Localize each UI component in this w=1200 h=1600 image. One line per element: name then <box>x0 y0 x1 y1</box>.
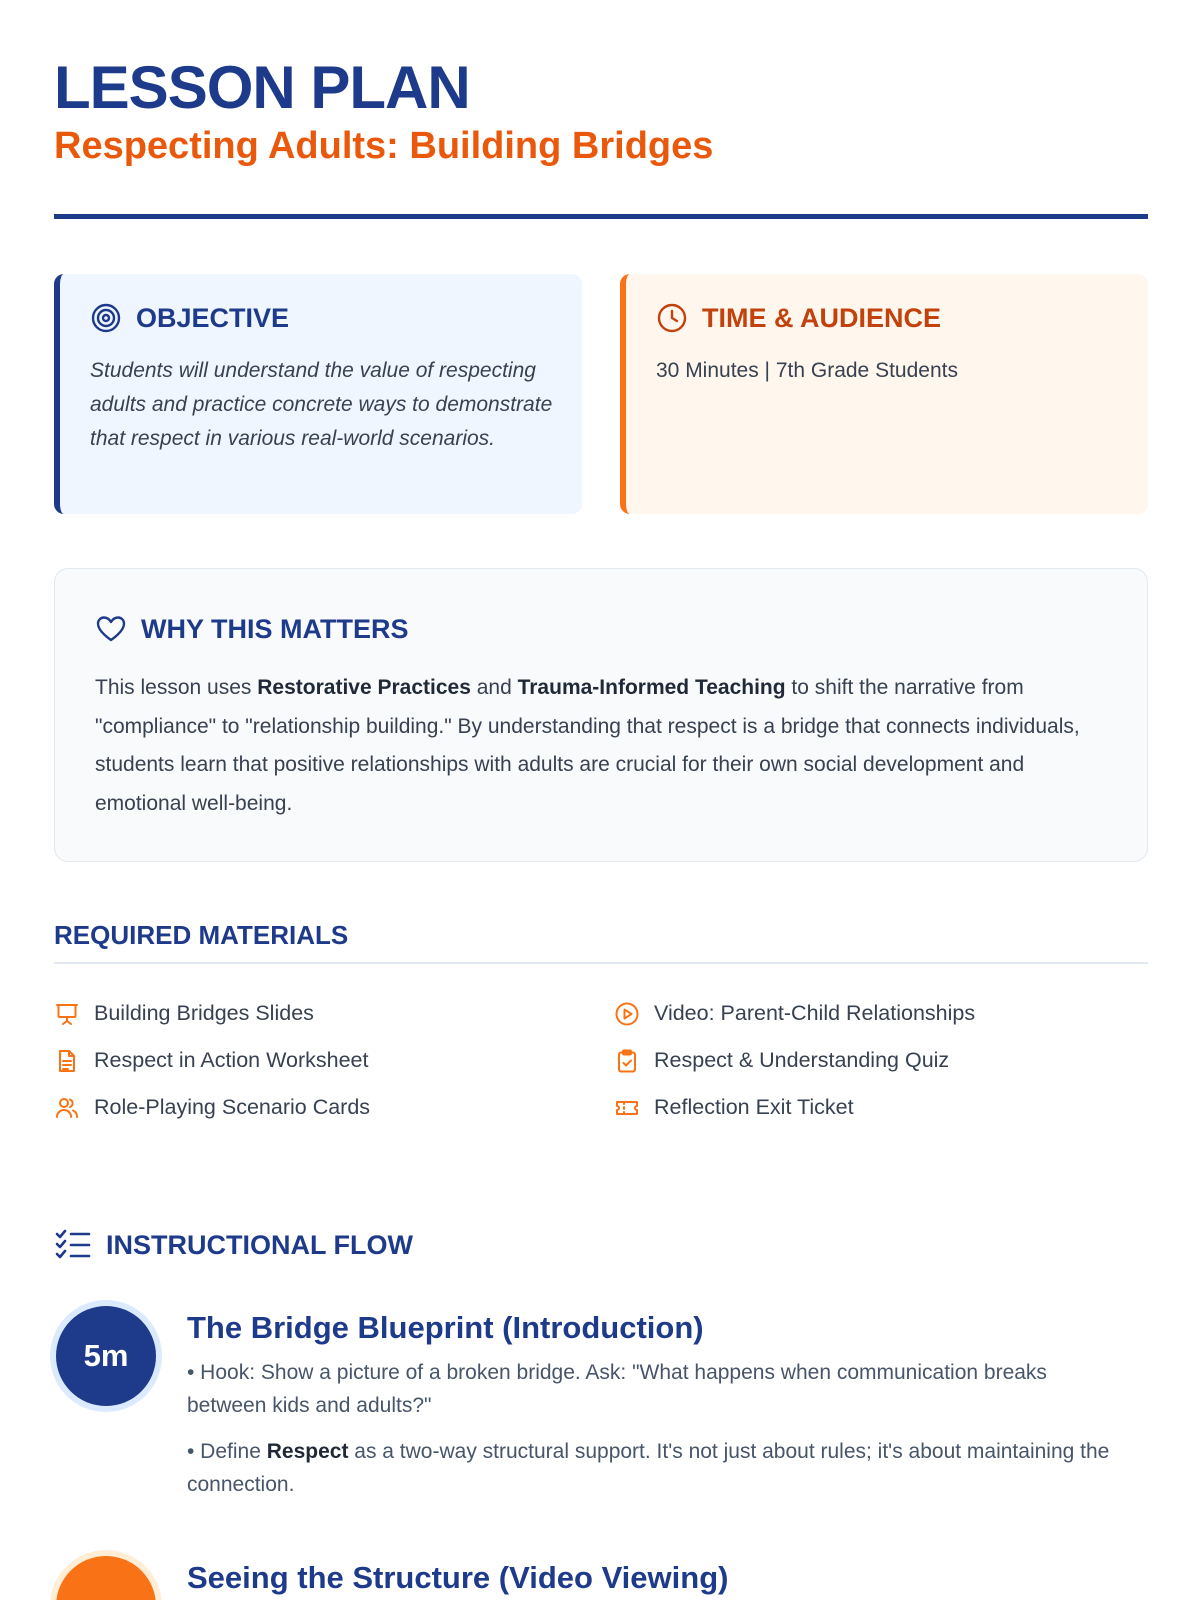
material-label: Respect in Action Worksheet <box>94 1048 369 1072</box>
step-point-emphasis: Respect <box>266 1440 349 1463</box>
material-item <box>54 990 574 1037</box>
materials-column-right <box>614 990 1134 1131</box>
heart-icon <box>95 613 127 645</box>
material-item <box>614 990 1134 1037</box>
step-point <box>187 1435 1127 1501</box>
objective-text: Students will understand the value of respecting adults and practice concrete ways to demonstrate that respect in various real-world scenarios. <box>90 359 553 450</box>
title-divider <box>54 214 1148 219</box>
why-text <box>95 669 1095 823</box>
materials-divider <box>54 962 1148 964</box>
materials-title: REQUIRED MATERIALS <box>54 920 349 950</box>
objective-card <box>54 274 582 514</box>
time-audience-text: 30 Minutes | 7th Grade Students <box>656 359 958 382</box>
why-text-segment: and <box>470 676 518 699</box>
document-icon <box>54 1048 80 1074</box>
why-text-segment: This lesson uses <box>95 676 258 699</box>
material-label: Video: Parent-Child Relationships <box>654 1001 976 1025</box>
why-header <box>95 613 409 645</box>
checklist-icon <box>54 1228 92 1262</box>
why-emphasis-restorative: Restorative Practices <box>257 676 471 699</box>
material-item <box>614 1084 1134 1131</box>
material-label: Respect & Understanding Quiz <box>654 1048 950 1072</box>
users-icon <box>54 1095 80 1121</box>
material-label: Role-Playing Scenario Cards <box>94 1095 371 1119</box>
objective-label: OBJECTIVE <box>136 303 290 333</box>
step-title: The Bridge Blueprint (Introduction) <box>187 1310 704 1345</box>
step-point-text: • Define <box>187 1440 267 1463</box>
why-emphasis-trauma: Trauma-Informed Teaching <box>517 676 786 699</box>
step-point-text: as a two-way structural support. It's not just about rules; it's about maintaining the connection. <box>187 1440 1110 1496</box>
material-item <box>54 1084 574 1131</box>
step-duration-badge <box>56 1556 156 1600</box>
clock-icon <box>656 302 688 334</box>
time-audience-card <box>620 274 1148 514</box>
objective-header <box>90 302 289 334</box>
material-label: Reflection Exit Ticket <box>654 1095 854 1119</box>
page-title: LESSON PLAN <box>54 54 470 121</box>
target-icon <box>90 302 122 334</box>
play-circle-icon <box>614 1001 640 1027</box>
why-text-segment: to shift the narrative from "compliance" to "relationship building." By understanding that respect is a bridge that connects individuals, students learn that positive relationships with adults are crucial for their own social development and emotional well-being. <box>95 676 1080 815</box>
why-this-matters-panel <box>54 568 1148 862</box>
material-item <box>54 1037 574 1084</box>
time-audience-header <box>656 302 941 334</box>
step-title: Seeing the Structure (Video Viewing) <box>187 1560 729 1595</box>
step-points <box>187 1356 1127 1514</box>
clipboard-check-icon <box>614 1048 640 1074</box>
instructional-flow-label: INSTRUCTIONAL FLOW <box>106 1229 413 1260</box>
why-label: WHY THIS MATTERS <box>141 613 409 644</box>
step-point: • Hook: Show a picture of a broken bridge. Ask: "What happens when communication breaks between kids and adults?" <box>187 1361 1047 1417</box>
materials-column-left <box>54 990 574 1131</box>
material-item <box>614 1037 1134 1084</box>
presentation-icon <box>54 1001 80 1027</box>
page-subtitle: Respecting Adults: Building Bridges <box>54 125 714 167</box>
time-audience-label: TIME & AUDIENCE <box>702 303 942 333</box>
instructional-flow-header <box>54 1228 413 1262</box>
material-label: Building Bridges Slides <box>94 1001 314 1025</box>
step-duration-badge: 5m <box>56 1306 156 1406</box>
ticket-icon <box>614 1095 640 1121</box>
